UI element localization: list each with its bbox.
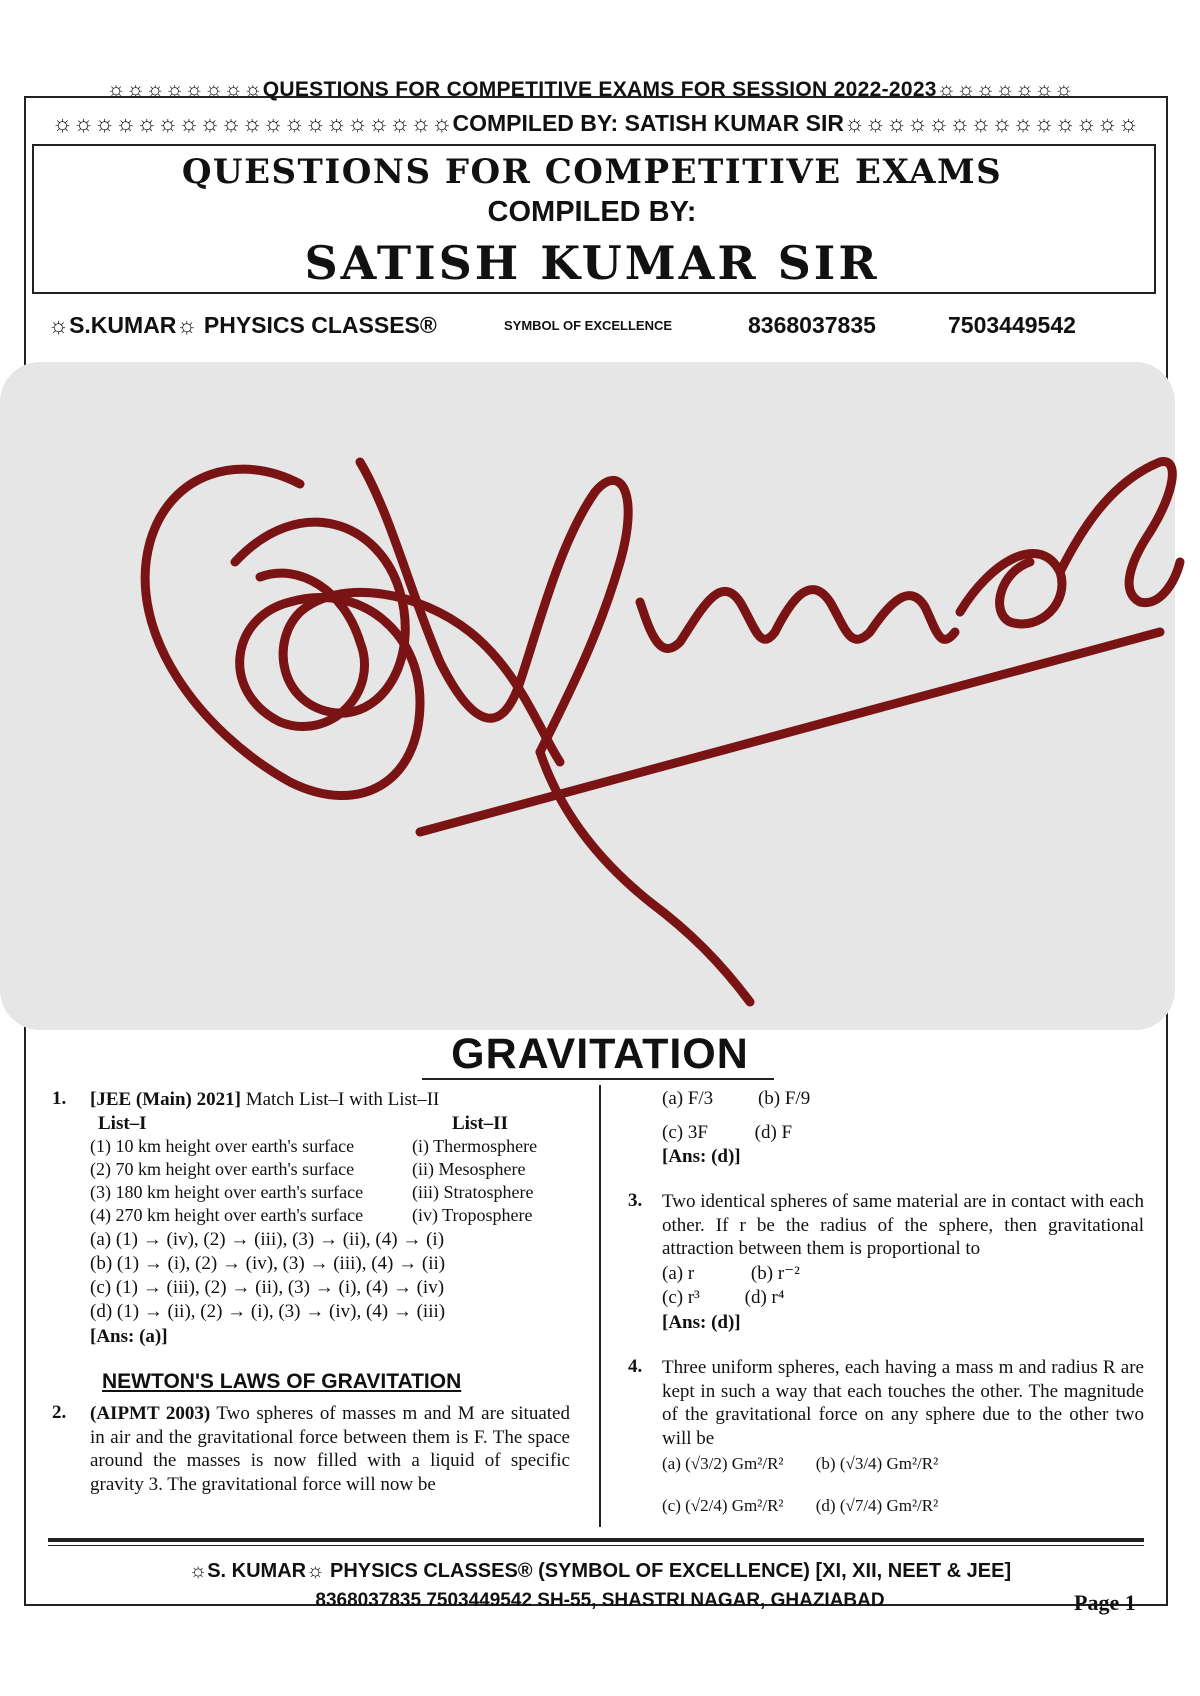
question-3-text: Two identical spheres of same material are in contact with each other. If r be the radius of the sphere, then gravitational attraction between them is proportional to [662, 1191, 1144, 1259]
answer-option: (a) r [662, 1263, 695, 1284]
question-4-options-row-1 [662, 1454, 938, 1474]
question-number-3: 3. [628, 1190, 643, 1211]
list-2-heading: List–II [452, 1113, 508, 1134]
phone-number-2: 7503449542 [948, 312, 1076, 338]
answer-option: (b) (√3/4) Gm²/R² [815, 1454, 939, 1473]
answer-option: (c) (1) → (iii), (2) → (ii), (3) → (i), (4) → (iv) [90, 1277, 445, 1298]
page-title: QUESTIONS FOR COMPETITIVE EXAMS [181, 152, 1003, 192]
column-divider [599, 1085, 601, 1527]
question-2-options-row-1 [662, 1088, 810, 1110]
answer-option: (c) r³ [662, 1287, 700, 1308]
question-number-2: 2. [52, 1402, 67, 1423]
header-compiled-line: ☼☼☼☼☼☼☼☼☼☼☼☼☼☼☼☼☼☼☼COMPILED BY: SATISH KUMAR SIR☼☼☼☼☼☼☼☼☼☼☼☼☼☼ [52, 110, 1140, 136]
list-row [90, 1182, 534, 1203]
list-row-left: (4) 270 km height over earth's surface [90, 1205, 364, 1225]
brand-name: ☼S.KUMAR☼ PHYSICS CLASSES® [48, 312, 437, 338]
list-row [90, 1205, 533, 1226]
question-2-body [90, 1402, 570, 1496]
question-number-4: 4. [628, 1356, 643, 1377]
answer-option: (d) (√7/4) Gm²/R² [815, 1496, 939, 1515]
list-row-right: (ii) Mesosphere [412, 1159, 526, 1179]
answer-option: (a) (1) → (iv), (2) → (iii), (3) → (ii), (4) → (i) [90, 1229, 445, 1250]
answer-key: [Ans: (d)] [662, 1146, 741, 1167]
answer-key: [Ans: (d)] [662, 1312, 741, 1333]
question-3-options-row-2 [662, 1287, 784, 1309]
answer-option: (b) F/9 [757, 1088, 811, 1109]
question-4-text: Three uniform spheres, each having a mass m and radius R are kept in such a way that each touches the other. The magnitude of the gravitational force on any sphere due to the other two will be [662, 1357, 1144, 1449]
list-row-left: (1) 10 km height over earth's surface [90, 1136, 355, 1156]
list-row-right: (iii) Stratosphere [412, 1182, 534, 1202]
question-3-options-row-1 [662, 1262, 800, 1285]
answer-option: (c) 3F [662, 1122, 708, 1143]
answer-option: (d) (1) → (ii), (2) → (i), (3) → (iv), (4) → (iii) [90, 1301, 446, 1322]
question-2-source: (AIPMT 2003) [90, 1403, 211, 1424]
list-row [90, 1136, 538, 1157]
answer-option: (b) (1) → (i), (2) → (iv), (3) → (iii), (4) → (ii) [90, 1253, 446, 1274]
list-row-left: (3) 180 km height over earth's surface [90, 1182, 364, 1202]
author-name: SATISH KUMAR SIR [304, 236, 880, 290]
brand-tagline: SYMBOL OF EXCELLENCE [504, 318, 673, 333]
question-1-text: Match List–I with List–II [240, 1089, 440, 1110]
question-1-source: [JEE (Main) 2021] [90, 1089, 241, 1110]
question-2-text: Two spheres of masses m and M are situated in air and the gravitational force between them is F. The space around the masses is now filled with a liquid of specific gravity 3. The gravitational force will now be [90, 1403, 570, 1495]
list-row-left: (2) 70 km height over earth's surface [90, 1159, 355, 1179]
question-number-1: 1. [52, 1088, 67, 1109]
answer-key: [Ans: (a)] [90, 1326, 168, 1347]
page-number: Page 1 [1074, 1590, 1136, 1615]
list-1-heading: List–I [98, 1113, 147, 1134]
answer-option: (c) (√2/4) Gm²/R² [662, 1496, 784, 1515]
brand-row [48, 310, 1128, 344]
compiled-by-label: COMPILED BY: [487, 196, 697, 228]
answer-option: (d) F [754, 1122, 793, 1143]
question-1-intro [90, 1088, 439, 1112]
answer-option: (b) r⁻² [750, 1263, 800, 1284]
list-row-right: (i) Thermosphere [412, 1136, 538, 1156]
header-session-line: ☼☼☼☼☼☼☼☼QUESTIONS FOR COMPETITIVE EXAMS FOR SESSION 2022-2023☼☼☼☼☼☼☼ [106, 78, 1074, 101]
list-row [90, 1159, 526, 1180]
signature-drawing [0, 362, 1200, 1030]
answer-option: (d) r⁴ [744, 1287, 785, 1308]
phone-number-1: 8368037835 [748, 312, 876, 338]
section-title-underline [422, 1078, 774, 1080]
answer-option: (a) (√3/2) Gm²/R² [662, 1454, 784, 1473]
subsection-heading: NEWTON'S LAWS OF GRAVITATION [102, 1370, 462, 1393]
question-2-options-row-2 [662, 1122, 792, 1144]
footer-brand: ☼S. KUMAR☼ PHYSICS CLASSES® (SYMBOL OF EXCELLENCE) [XI, XII, NEET & JEE] [188, 1560, 1012, 1582]
footer-rule-thin [48, 1545, 1144, 1546]
footer-rule [48, 1538, 1144, 1542]
question-4-options-row-2 [662, 1496, 938, 1516]
section-title: GRAVITATION [451, 1030, 749, 1078]
list-row-right: (iv) Troposphere [412, 1205, 533, 1225]
answer-option: (a) F/3 [662, 1088, 714, 1109]
footer-contact: 8368037835 7503449542 SH-55, SHASTRI NAGAR, GHAZIABAD [315, 1590, 885, 1611]
